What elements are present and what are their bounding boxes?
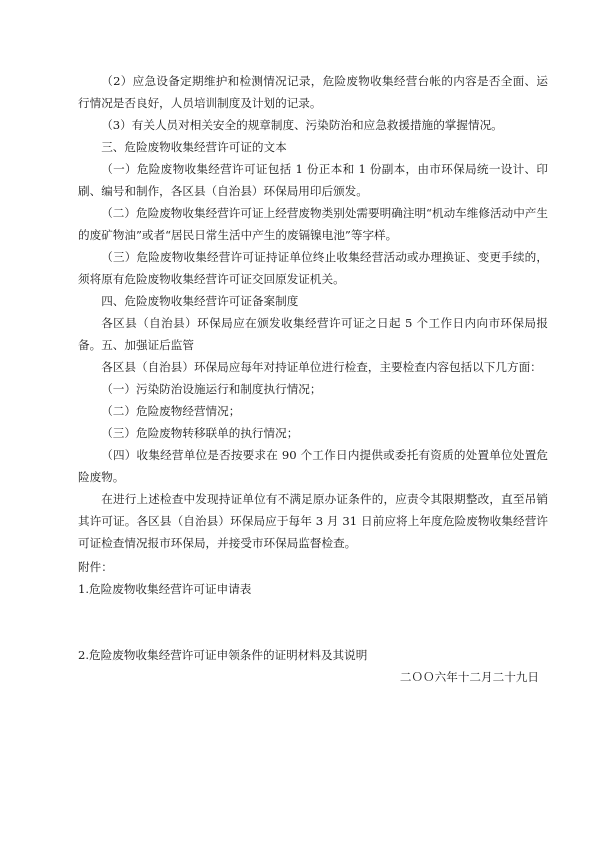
paragraph-waste-categories: （二）危险废物收集经营许可证上经营废物类别处需要明确注明“机动车维修活动中产生的废矿物油”或者“居民日常生活中产生的废镉镍电池”等字样。 xyxy=(78,206,548,242)
attachments-label: 附件： xyxy=(78,560,113,574)
attachment-item-2: 2.危险废物收集经营许可证申领条件的证明材料及其说明 xyxy=(78,648,368,662)
paragraph-inspection-intro: 各区县（自治县）环保局应每年对持证单位进行检查，主要检查内容包括以下几方面： xyxy=(101,360,542,374)
document-date: 二ＯＯ六年十二月二十九日 xyxy=(399,670,539,684)
list-item-transfer-manifest: （三）危险废物转移联单的执行情况； xyxy=(101,426,299,440)
paragraph-license-copies: （一）危险废物收集经营许可证包括 1 份正本和 1 份副本，由市环保局统一设计、印刷、编号和制作，各区县（自治县）环保局用印后颁发。 xyxy=(78,162,548,198)
paragraph-emergency-records: （2）应急设备定期维护和检测情况记录，危险废物收集经营台帐的内容是否全面、运行情况是否良好，人员培训制度及计划的记录。 xyxy=(78,74,548,110)
list-item-disposal: （四）收集经营单位是否按要求在 90 个工作日内提供或委托有资质的处置单位处置危险废物。 xyxy=(78,448,548,484)
attachment-item-1: 1.危险废物收集经营许可证申请表 xyxy=(78,582,252,596)
paragraph-filing: 各区县（自治县）环保局应在颁发收集经营许可证之日起 5 个工作日内向市环保局报备。 xyxy=(78,316,548,352)
paragraph-license-return: （三）危险废物收集经营许可证持证单位终止收集经营活动或办理换证、变更手续的，须将原有危险废物收集经营许可证交回原发证机关。 xyxy=(78,250,548,286)
list-item-operation: （二）危险废物经营情况； xyxy=(101,404,241,418)
section-heading-3: 三、危险废物收集经营许可证的文本 xyxy=(101,140,287,154)
section-heading-5: 五、加强证后监管 xyxy=(101,338,194,352)
list-item-pollution-control: （一）污染防治设施运行和制度执行情况； xyxy=(101,382,322,396)
paragraph-rectification: 在进行上述检查中发现持证单位有不满足原办证条件的，应责令其限期整改，直至吊销其许可证。各区县（自治县）环保局应于每年 3 月 31 日前应将上年度危险废物收集经营许可证检查情况报市环保局，并接受市环保局监督检查。 xyxy=(78,492,548,550)
section-heading-4: 四、危险废物收集经营许可证备案制度 xyxy=(101,294,299,308)
paragraph-staff-knowledge: （3）有关人员对相关安全的规章制度、污染防治和应急救援措施的掌握情况。 xyxy=(101,118,503,132)
